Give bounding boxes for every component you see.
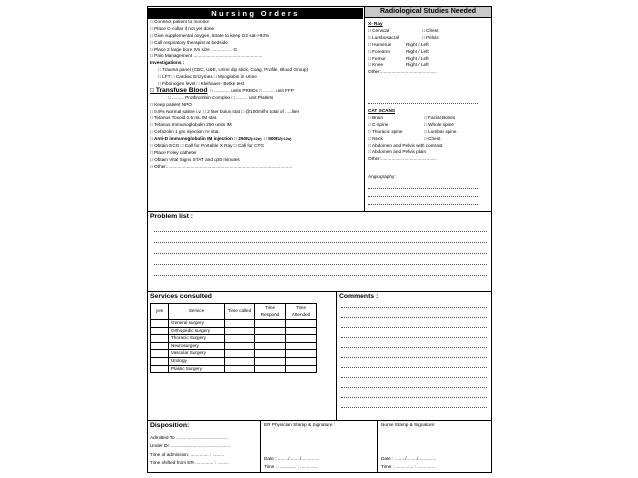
ct-item[interactable]: □ Lumbar spine [424, 128, 457, 134]
nurse-date[interactable]: Date : ......../......../.............. [381, 456, 437, 461]
order-item[interactable]: □ Tetanus Toxoid 0.5 mL IM stat. [150, 115, 218, 121]
col-time-attended: Time Attended [286, 304, 317, 320]
anti-d-note: (>12w) [280, 137, 292, 142]
order-item[interactable]: □ Place Foley catheter [150, 149, 197, 155]
order-item[interactable]: □ Call respiratory therapist at bedside [150, 39, 228, 45]
admission-time-field[interactable]: Time of admission: .............. : ......... [150, 451, 225, 457]
ct-item[interactable]: □ Thoracic spine [368, 128, 403, 134]
col-yes: yes [151, 304, 169, 320]
under-dr-field[interactable]: Under Dr .............................................. [150, 443, 231, 449]
xray-section [368, 21, 383, 28]
table-row[interactable] [151, 335, 317, 343]
ct-item[interactable]: □ Neck [368, 135, 383, 141]
nurse-time[interactable]: Time : .............. : .............. [381, 464, 436, 469]
xray-right-list [406, 28, 439, 69]
order-item[interactable]: □ Keep patient NPO [150, 101, 192, 107]
ct-right-list [424, 115, 457, 143]
ct-item[interactable]: □ Chest [424, 135, 441, 141]
ct-other[interactable]: Other:........................................... [368, 156, 438, 162]
nursing-orders-title: Nursing Orders [148, 8, 363, 19]
xray-item[interactable]: □ Chest [422, 28, 439, 33]
ct-item[interactable]: □ Abdomen and Pelvis plain [368, 149, 427, 155]
nursing-orders-list [150, 19, 308, 171]
angiography-label [368, 174, 396, 181]
ct-label: CAT SCANS [368, 108, 395, 113]
table-row[interactable] [151, 320, 317, 328]
side-select[interactable]: Right / Left [406, 62, 429, 68]
er-physician-title: ER Physician Stamp & Signature : [264, 422, 336, 427]
xray-item[interactable]: □ Knee [368, 62, 384, 68]
nurse-title: Nurse Stamp & Signature: [381, 422, 436, 427]
service-name: Orthopedic surgery [169, 327, 225, 335]
service-name: Thoracic Surgery [169, 335, 225, 343]
order-item[interactable]: □ Cefazolin 1 gm injection IV stat. [150, 129, 220, 135]
anti-d-item[interactable]: □ 500IU [264, 136, 281, 142]
order-item[interactable]: □ Connect patient to monitor [150, 19, 210, 24]
services-table [150, 303, 317, 373]
order-item[interactable]: □ Other:................................................................................................ [150, 163, 293, 169]
admitted-to-field[interactable]: Admitted To ........................................ [150, 435, 229, 440]
xray-item[interactable]: □ Cervical [368, 28, 390, 33]
investigations-label: Investigations : [150, 60, 185, 66]
ct-item[interactable]: □ Whole spine [424, 121, 454, 127]
order-item[interactable]: □ Place C-collar if not yet done [150, 25, 215, 31]
services-title: Services consulted [150, 293, 212, 300]
service-name: Vascular Surgery [169, 350, 225, 358]
order-item[interactable]: □ Place 2 large bore IVs size ................ G [150, 46, 237, 52]
angiography-text: Angiography: [368, 174, 396, 179]
xray-item[interactable]: □ Lumbosacral [368, 34, 399, 40]
table-row[interactable] [151, 350, 317, 358]
xray-item[interactable]: □ Femur [368, 55, 386, 61]
xray-item[interactable]: □ Humerus [368, 41, 392, 47]
ct-section [368, 108, 395, 115]
order-item[interactable]: □ ............ units PRBCs □ ......... unit FFP [210, 87, 294, 93]
table-row[interactable] [151, 342, 317, 350]
disposition-title: Disposition: [150, 422, 190, 429]
order-form [147, 6, 492, 473]
service-name: General surgery [169, 320, 225, 328]
anti-d-note: (<12w) [250, 137, 262, 142]
order-item[interactable]: □ ......... Prothrombin Complex □ ......... unit Platlets [168, 94, 274, 100]
col-time-called: Time called [225, 304, 255, 320]
ct-item[interactable]: □ Brain [368, 115, 384, 120]
table-row[interactable] [151, 365, 317, 373]
service-name: Plastic Surgery [169, 365, 225, 373]
ct-item[interactable]: □ Facial Bones [424, 115, 456, 120]
xray-item[interactable]: □ Forearm [368, 48, 390, 54]
anti-d-item[interactable]: □ Anti-D immunoglobulin IM injection □ 250IU [150, 136, 251, 142]
order-item[interactable]: □ Obtain ECG □ Call for Portable X Ray □ Call for CTG [150, 143, 264, 149]
service-name: Urology [169, 357, 225, 365]
order-item[interactable]: □ Fibrinogen level □ Kleihauer- Betke test [158, 81, 245, 87]
ct-item[interactable]: □ Abdomen and Pelvis with contrast [368, 142, 443, 148]
radiology-title: Radiological Studies Needed [364, 7, 491, 18]
col-service: Service [169, 304, 225, 320]
order-item[interactable]: □ Obtain Vital Signs STAT and q30 minutes [150, 156, 240, 162]
er-physician-time[interactable]: Time : .............. : .............. [264, 464, 319, 469]
side-select[interactable]: Right / Left [406, 55, 429, 61]
xray-other[interactable]: Other:........................................... [368, 69, 438, 75]
table-header [151, 304, 317, 320]
order-item[interactable]: □ Tetanus Immunoglobulin 250 units IM [150, 122, 232, 128]
disposition-list [150, 434, 230, 467]
table-row[interactable] [151, 327, 317, 335]
shift-time-field[interactable]: Time shifted from ER .............. : ......... [150, 459, 230, 465]
table-row[interactable] [151, 357, 317, 365]
transfuse-blood-label[interactable]: □ Transfuse Blood [150, 86, 208, 94]
order-item[interactable]: □ Trauma panel (CBC, U&E, Urine dip stick, Coag, Profile, Blood Group) [158, 67, 309, 73]
comments-title: Comments : [339, 293, 379, 300]
service-name: Neurosurgery [169, 342, 225, 350]
ct-item[interactable]: □ C-spine [368, 121, 389, 127]
problem-list-title: Problem list : [150, 213, 194, 220]
xray-item[interactable]: □ Pelvis [422, 34, 439, 40]
side-select[interactable]: Right / Left [406, 48, 429, 54]
col-time-respond: Time Respond [255, 304, 286, 320]
order-item[interactable]: □ Pain Management ..................................................... [150, 53, 263, 59]
order-item[interactable]: □ 0.9% Normal saline i.v. □ 2 liter bolus stat □ @100ml/hr total of .....liter [150, 108, 300, 114]
order-item[interactable]: □ Give supplemental oxygen, titrate to keep O2 sat->93% [150, 32, 270, 38]
er-physician-date[interactable]: Date : ......../......../.............. [264, 456, 320, 461]
xray-label: X- Ray [368, 21, 383, 26]
order-item[interactable]: □ LFT □ Cardiac Enzymes □ Myoglobin in Urine [158, 74, 257, 80]
side-select[interactable]: Right / Left [406, 41, 429, 47]
